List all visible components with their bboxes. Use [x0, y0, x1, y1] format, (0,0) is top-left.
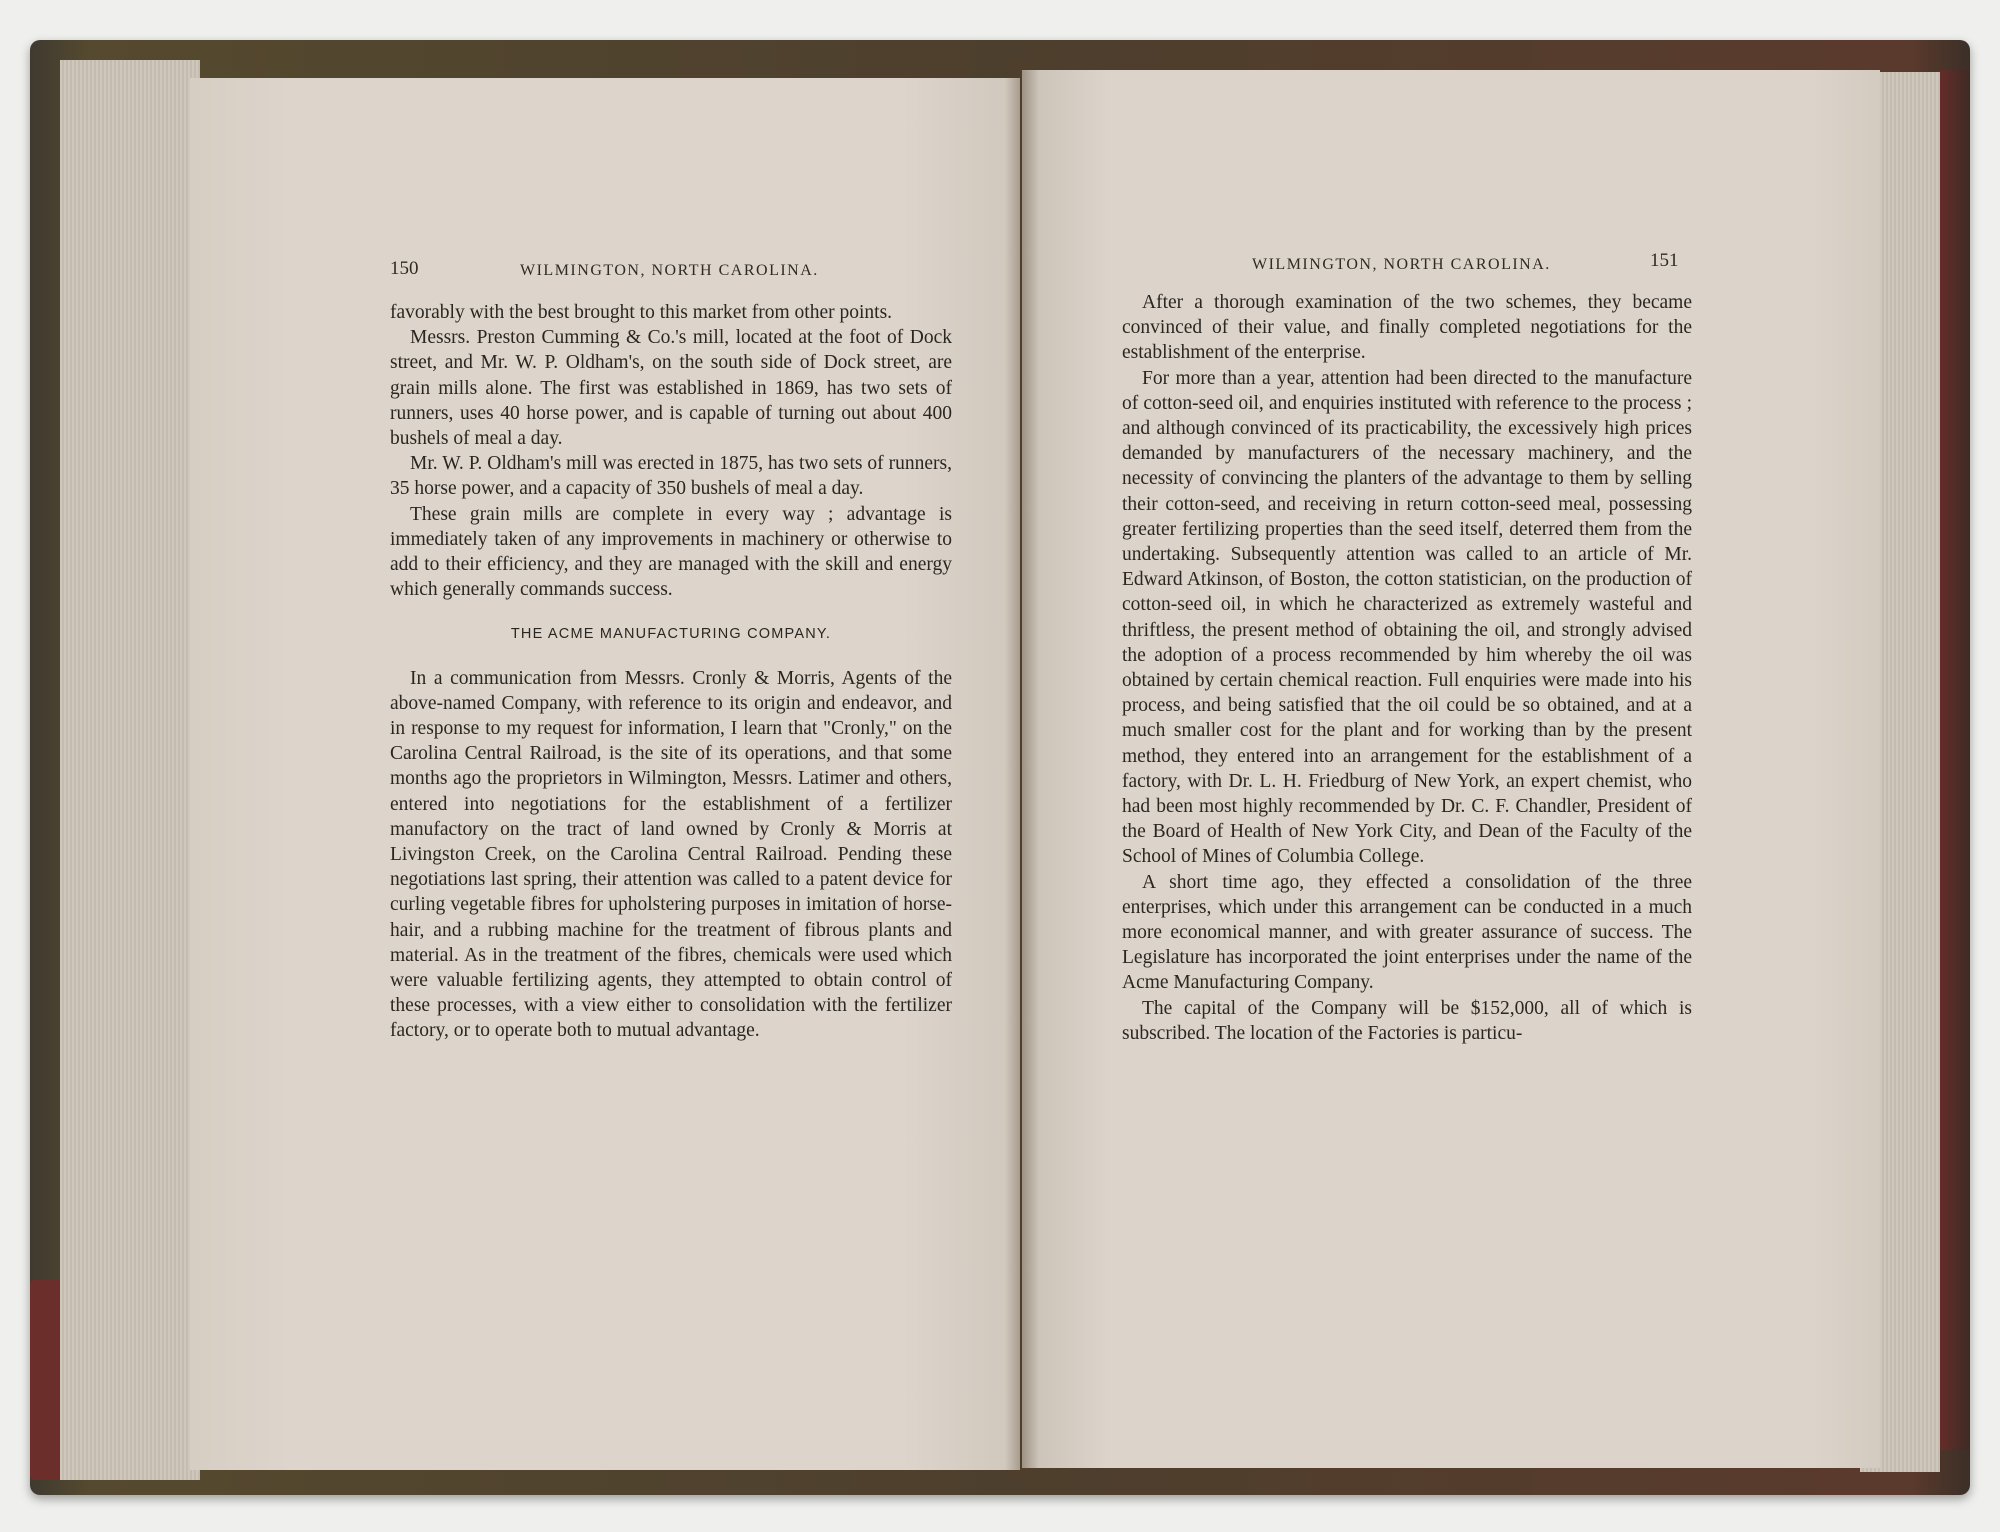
paragraph: For more than a year, attention had been directed to the manufacture of cotton-seed oil, and enquiries instituted with reference to the process ; and although convinced of its practicability, the excessively high prices demanded by manufacturers of the necessary machinery, and the necessity of convincing the planters of the advantage to them by selling their cotton-seed, and receiving in return cotton-seed meal, possessing greater fertilizing properties than the seed itself, deterred them from the undertaking. Subsequently attention was called to an article of Mr. Edward Atkinson, of Boston, the cotton statistician, on the production of cotton-seed oil, in which he characterized as extremely wasteful and thriftless, the present method of obtaining the oil, and strongly advised the adoption of a process recommended by him whereby the oil was obtained by certain chemical reaction. Full enquiries were made into his process, and being satisfied that the oil could be so obtained, and at a much smaller cost for the plant and for working than by the present method, they entered into an arrangement for the establishment of a factory, with Dr. L. H. Friedburg of New York, an expert chemist, who had been most highly recommended by Dr. C. F. Chandler, President of the Board of Health of New York City, and Dean of the Faculty of the School of Mines of Columbia College. — [1122, 367, 1692, 868]
page-edges-left — [60, 60, 200, 1480]
page-body — [390, 300, 952, 1044]
running-head: WILMINGTON, NORTH CAROLINA. — [1252, 256, 1551, 273]
paragraph: favorably with the best brought to this market from other points. — [390, 302, 893, 323]
section-heading: THE ACME MANUFACTURING COMPANY. — [510, 626, 832, 643]
paragraph: These grain mills are complete in every way ; advantage is immediately taken of any improvements in machinery or otherwise to add to their efficiency, and they are managed with the skill and energy which generally commands success. — [390, 503, 952, 601]
paragraph: The capital of the Company will be $152,000, all of which is subscribed. The location of the Factories is particu- — [1122, 997, 1692, 1044]
paragraph: In a communication from Messrs. Cronly & Morris, Agents of the above-named Company, with reference to its origin and endeavor, and in response to my request for information, I learn that "Cronly," on the Carolina Central Railroad, is the site of its operations, and that some months ago the proprietors in Wilmington, Messrs. Latimer and others, entered into negotiations for the establishment of a fertilizer manufactory on the tract of land owned by Cronly & Morris at Livingston Creek, on the Carolina Central Railroad. Pending these negotiations last spring, their attention was called to a patent device for curling vegetable fibres for upholstering purposes in imitation of horse-hair, and a rubbing machine for the treatment of fibrous plants and material. As in the treatment of the fibres, chemicals were used which were valuable fertilizing agents, they attempted to obtain control of these processes, with a view either to consolidation with the fertilizer factory, or to operate both to mutual advantage. — [390, 667, 952, 1042]
page-number: 151 — [1650, 250, 1679, 271]
running-head: WILMINGTON, NORTH CAROLINA. — [520, 262, 819, 279]
page-number: 150 — [390, 258, 419, 279]
cover-spine-edge — [1936, 70, 1970, 1450]
page-body — [1122, 290, 1692, 1046]
paragraph: A short time ago, they effected a consolidation of the three enterprises, which under this arrangement can be conducted in a much more economical manner, and with greater assurance of success. The Legislature has incorporated the joint enterprises under the name of the Acme Manufacturing Company. — [1122, 871, 1692, 994]
right-page — [1022, 70, 1880, 1468]
paragraph: After a thorough examination of the two schemes, they became convinced of their value, and finally completed negotiations for the establishment of the enterprise. — [1122, 292, 1692, 364]
left-page — [190, 78, 1020, 1470]
paragraph: Mr. W. P. Oldham's mill was erected in 1875, has two sets of runners, 35 horse power, and a capacity of 350 bushels of meal a day. — [390, 453, 952, 500]
paragraph: Messrs. Preston Cumming & Co.'s mill, located at the foot of Dock street, and Mr. W. P. Oldham's, on the south side of Dock street, are grain mills alone. The first was established in 1869, has two sets of runners, uses 40 horse power, and is capable of turning out about 400 bushels of meal a day. — [390, 327, 952, 450]
book-gutter — [1005, 60, 1039, 1480]
